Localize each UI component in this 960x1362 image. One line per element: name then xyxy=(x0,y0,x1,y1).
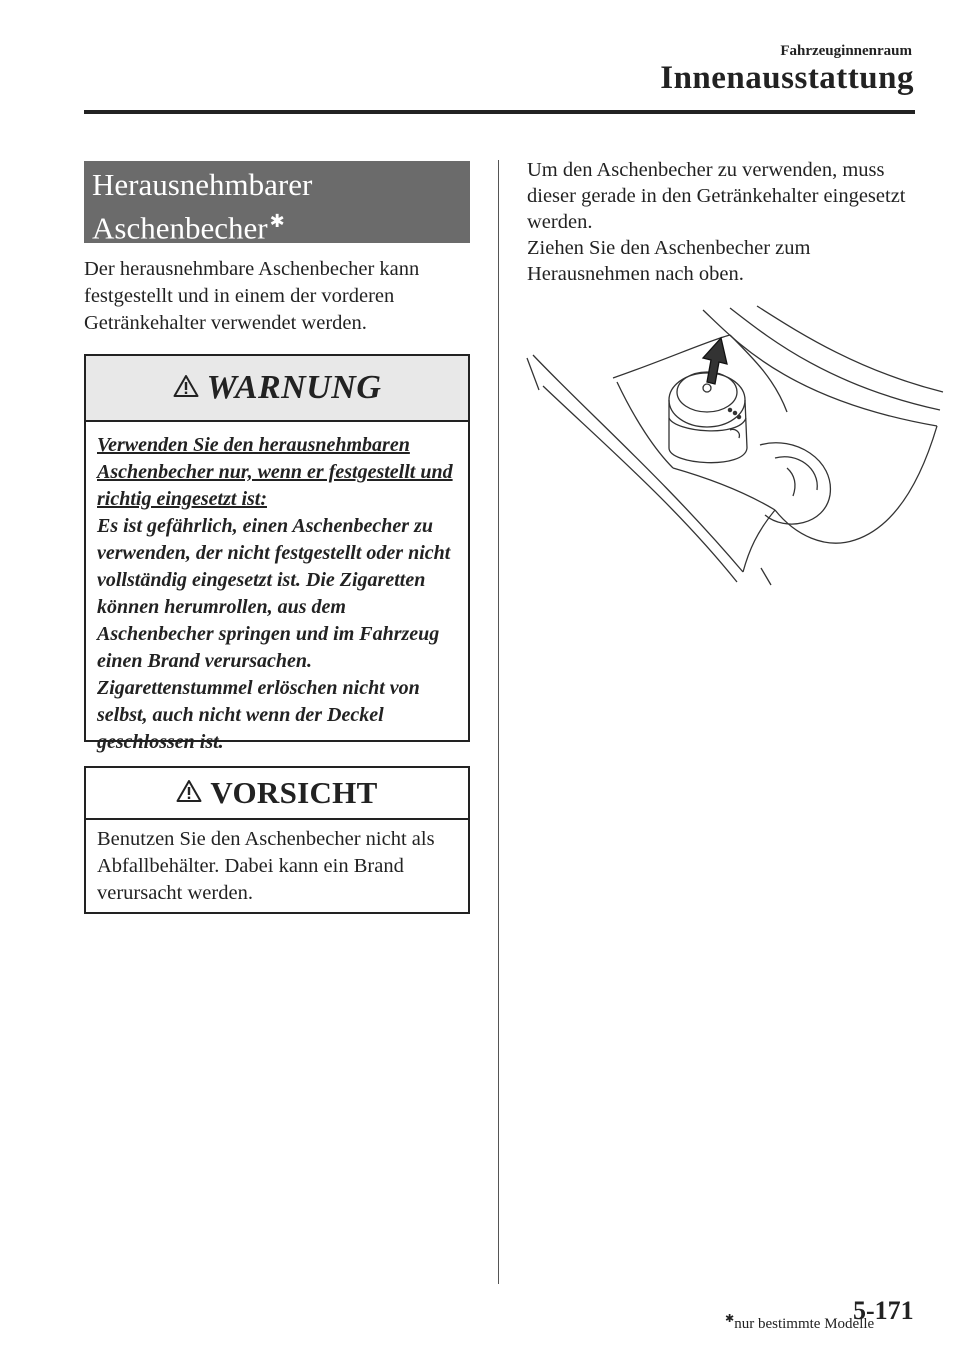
warning-box xyxy=(84,354,470,753)
asterisk-marker: ✱ xyxy=(269,211,285,231)
header-rule xyxy=(84,110,915,114)
chapter-title: Innenausstattung xyxy=(660,60,914,96)
caution-label: VORSICHT xyxy=(210,775,378,810)
section-title-line2-text: Aschenbecher xyxy=(92,210,268,246)
caution-header xyxy=(86,768,468,820)
right-column-text xyxy=(527,157,917,287)
removal-paragraph: Ziehen Sie den Aschenbecher zum Herausnehmen nach oben. xyxy=(527,237,811,285)
warning-triangle-icon xyxy=(173,374,199,403)
caution-triangle-icon xyxy=(176,779,202,808)
page-number: 5-171 xyxy=(853,1296,914,1325)
section-title-line2 xyxy=(92,203,470,246)
footer-note xyxy=(725,1312,874,1333)
caution-box xyxy=(84,766,470,914)
warning-label: WARNUNG xyxy=(206,369,382,406)
section-title xyxy=(84,161,470,246)
caution-body: Benutzen Sie den Aschenbecher nicht als Abfallbehälter. Dabei kann ein Brand verursacht werden. xyxy=(97,828,435,904)
warning-text: Es ist gefährlich, einen Aschenbecher zu verwenden, der nicht festgestellt oder nicht vollständig eingesetzt ist. Die Zigaretten können herumrollen, aus dem Aschenbecher springen und im Fahrzeug einen Brand verursachen. Zigarettenstummel erlöschen nicht von selbst, auch nicht wenn der Deckel geschlossen ist. xyxy=(97,515,451,753)
intro-paragraph: Der herausnehmbare Aschenbecher kann festgestellt und in einem der vorderen Getränkehalter verwendet werden. xyxy=(84,258,420,334)
usage-paragraph: Um den Aschenbecher zu verwenden, muss dieser gerade in den Getränkehalter eingesetzt werden. xyxy=(527,159,906,233)
warning-header xyxy=(86,356,468,422)
warning-underlined-text: Verwenden Sie den herausnehmbaren Aschenbecher nur, wenn er festgestellt und richtig eingesetzt ist: xyxy=(97,434,453,510)
footer-note-text: nur bestimmte Modelle xyxy=(734,1316,875,1332)
section-title-line1: Herausnehmbarer xyxy=(92,167,313,202)
footer-asterisk-marker: ✱ xyxy=(725,1313,735,1325)
ashtray-illustration xyxy=(525,300,945,590)
warning-body xyxy=(86,422,468,756)
column-divider xyxy=(498,160,499,1284)
section-header: Fahrzeuginnenraum xyxy=(780,43,912,59)
